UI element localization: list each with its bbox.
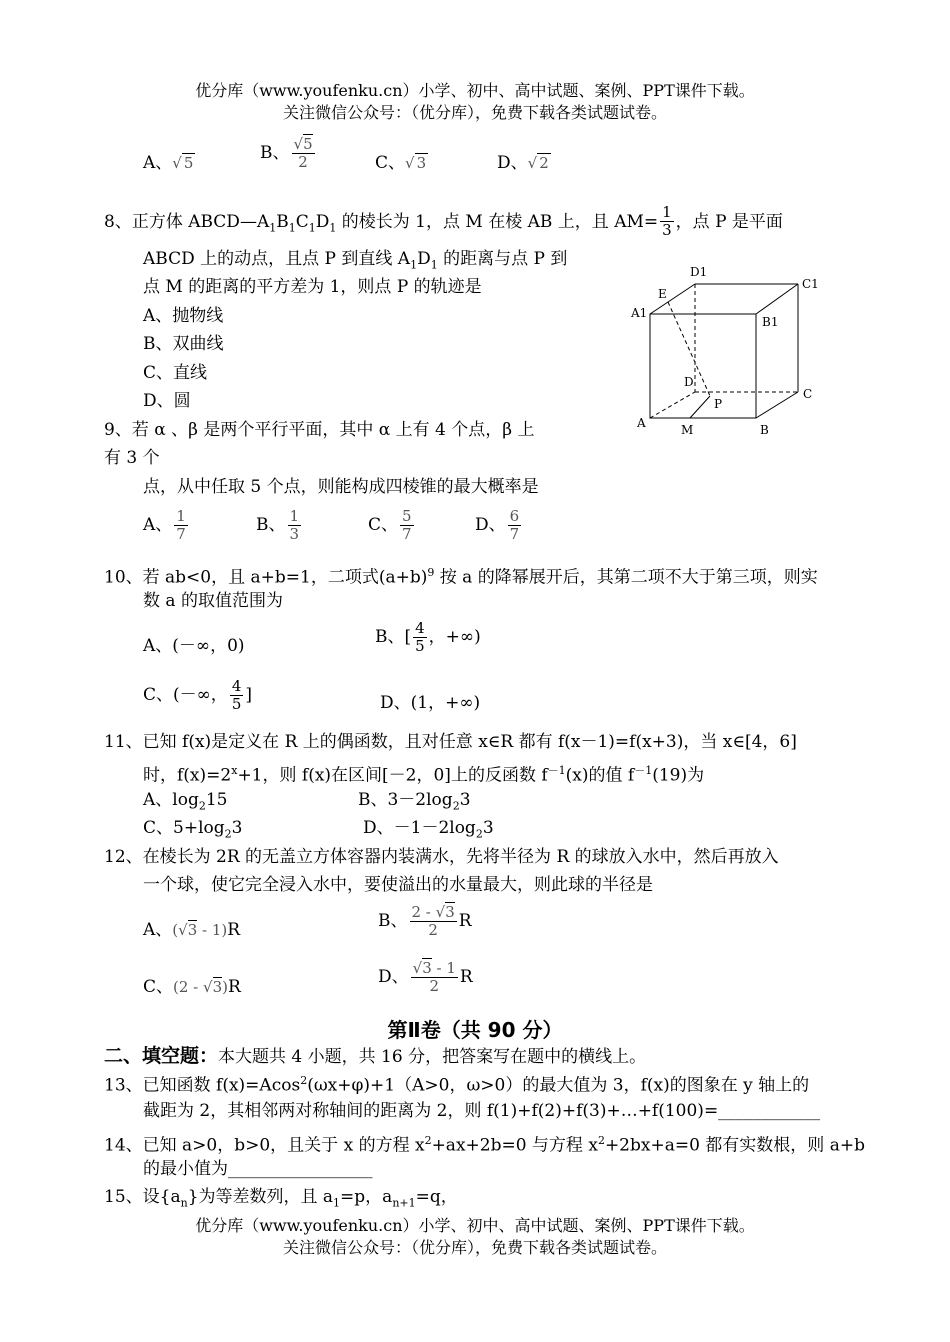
q15-line-1: 15、设$\{a_n\}$为等差数列，且 $a_1=p$，$a_{n+1}=q$， <box>104 1187 458 1210</box>
q9-option-c: C、 $\frac{5}{7}$ <box>368 507 412 543</box>
q8-option-d: D、圆 <box>143 391 191 411</box>
part2-title: 第Ⅱ卷（共 90 分） <box>387 1018 563 1042</box>
q7-option-a: A、√ 5 <box>143 153 194 173</box>
cube-figure <box>628 262 828 440</box>
section-fill-blank: 二、填空题：本大题共 4 小题，共 16 分，把答案写在题中的横线上。 <box>104 1045 647 1067</box>
q14-line-2: 的最小值为_________________ <box>143 1159 373 1179</box>
label-d: D <box>684 375 694 389</box>
q8-option-a: A、抛物线 <box>143 306 224 326</box>
edge-a1d1 <box>650 284 695 314</box>
q13-line-1: 13、已知函数 f(x)=Acos$^2$(ωx+φ)+1（A>0，ω>0）的最大值为 3，f(x)的图象在 y 轴上的 <box>104 1074 810 1096</box>
q10-line-1: 10、若 ab<0，且 a+b=1，二项式$(a+b)^9$ 按 a 的降幂展开后，其第二项不大于第三项，则实 <box>104 566 818 588</box>
q7-option-d: D、√ 2 <box>497 153 549 173</box>
q8-option-c: C、直线 <box>143 363 208 383</box>
label-c: C <box>803 387 813 401</box>
label-a: A <box>637 416 646 430</box>
q10-option-a: A、(－∞，0) <box>143 636 245 656</box>
front-face <box>650 314 756 418</box>
q9-option-b: B、 $\frac{1}{3}$ <box>256 507 300 543</box>
header-line-1: 优分库（www.youfenku.cn）小学、初中、高中试题、案例、PPT课件下载。 <box>195 81 755 100</box>
q12-option-a: A、(√3 - 1)R <box>143 920 241 940</box>
label-e: E <box>658 287 667 301</box>
q10-line-2: 数 a 的取值范围为 <box>143 591 283 611</box>
q14-line-1: 14、已知 a>0，b>0，且关于 x 的方程 $x^2+ax+2b=0$ 与方程 $x^2+2bx+a=0$ 都有实数根，则 a+b <box>104 1134 865 1156</box>
q8-line-2: ABCD 上的动点，且点 P 到直线 $A_1D_1$ 的距离与点 P 到 <box>143 249 568 272</box>
q11-option-a: A、$\log_215$ <box>143 790 228 813</box>
q13-line-2: 截距为 2，其相邻两对称轴间的距离为 2，则 f(1)+f(2)+f(3)+…+f(100)=____________ <box>143 1101 821 1121</box>
label-a1: A1 <box>631 306 648 320</box>
q7-option-b: B、 $\frac{√5}{2}$ <box>260 135 313 171</box>
q7-option-c: C、√ 3 <box>375 153 427 173</box>
q9-line-2: 有 3 个 <box>104 448 160 468</box>
q9-option-d: D、 $\frac{6}{7}$ <box>475 507 520 543</box>
q9-line-3: 点，从中任取 5 个点，则能构成四棱锥的最大概率是 <box>143 477 539 497</box>
q10-option-b: B、[ $\frac{4}{5}$ ，+∞) <box>375 619 481 655</box>
q10-option-d: D、(1，+∞) <box>380 693 481 713</box>
label-c1: C1 <box>802 277 819 291</box>
q12-option-c: C、(2 - √3)R <box>143 977 241 997</box>
edge-bc <box>756 392 798 418</box>
footer-line-2: 关注微信公众号：（优分库），免费下载各类试题试卷。 <box>282 1238 667 1257</box>
label-p: P <box>714 397 723 411</box>
q11-option-b: B、$3-2\log_23$ <box>358 790 471 813</box>
q12-line-2: 一个球，使它完全浸入水中，要使溢出的水量最大，则此球的半径是 <box>143 875 653 895</box>
q8-line-3: 点 M 的距离的平方差为 1，则点 P 的轨迹是 <box>143 277 482 297</box>
edge-b1c1 <box>756 284 798 314</box>
label-m: M <box>681 423 694 437</box>
q9-option-a: A、 $\frac{1}{7}$ <box>143 507 186 543</box>
q12-option-d: D、 $\frac{√3 - 1}{2}$ R <box>378 959 473 995</box>
label-d1: D1 <box>690 265 708 279</box>
q11-line-1: 11、已知 f(x)是定义在 R 上的偶函数，且对任意 x∈R 都有 f(x－1)=f(x+3)，当 x∈[4，6] <box>104 732 797 752</box>
q8-option-b: B、双曲线 <box>143 334 224 354</box>
q12-line-1: 12、在棱长为 2R 的无盖立方体容器内装满水，先将半径为 R 的球放入水中，然后再放入 <box>104 847 779 867</box>
q10-option-c: C、(－∞， $\frac{4}{5}$ ] <box>143 677 252 713</box>
edge-ad-hidden <box>650 392 695 418</box>
q11-option-d: D、$-1-2\log_23$ <box>363 818 494 841</box>
footer-line-1: 优分库（www.youfenku.cn）小学、初中、高中试题、案例、PPT课件下载。 <box>195 1216 755 1235</box>
q12-option-b: B、 $\frac{2 - √3}{2}$ R <box>378 903 472 939</box>
q11-line-2: 时，$f(x)=2^x+1$，则 f(x)在区间[－2，0]上的反函数 $f^{-1}(x)$的值 $f^{-1}(19)$为 <box>143 764 705 786</box>
q8-line-1: 8、正方体 $ABCD—A_1B_1C_1D_1$ 的棱长为 1，点 M 在棱 AB 上，且 AM= $\frac{1}{3}$ ，点 P 是平面 <box>104 203 783 239</box>
q9-line-1: 9、若 α 、β 是两个平行平面，其中 α 上有 4 个点，β 上 <box>104 420 535 440</box>
label-b: B <box>760 423 769 437</box>
line-mp <box>690 396 710 418</box>
q11-option-c: C、$5+\log_23$ <box>143 818 243 841</box>
label-b1: B1 <box>762 315 779 329</box>
header-line-2: 关注微信公众号：（优分库），免费下载各类试题试卷。 <box>282 103 667 122</box>
